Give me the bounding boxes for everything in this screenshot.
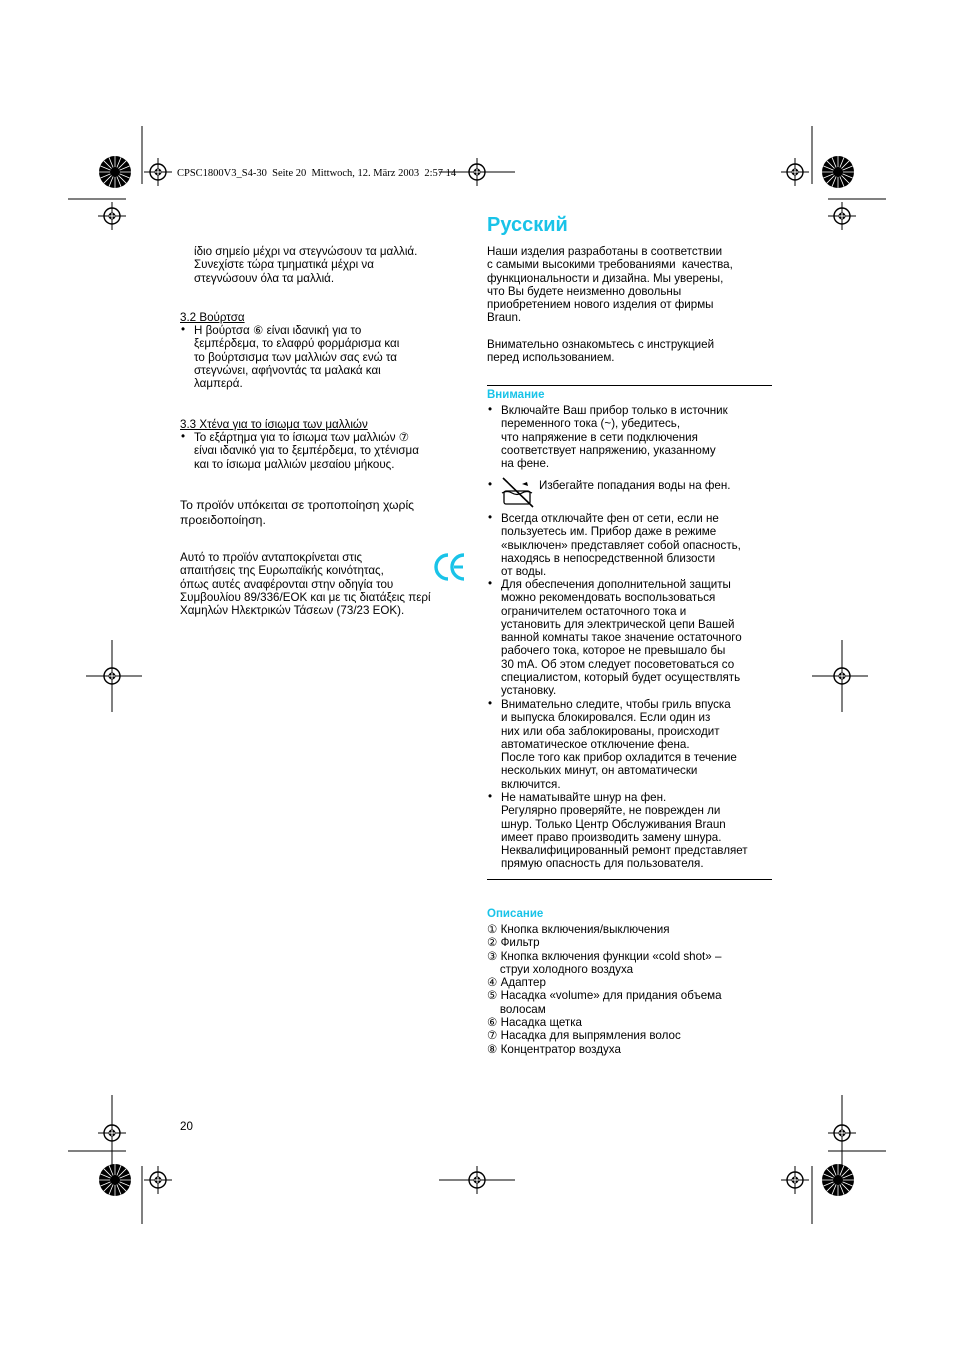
warning-item: Для обеспечения дополнительной защиты можно рекомендовать воспользоваться ограничителем остаточного тока и установить для электрической цепи Вашей ванной комнаты такое значение остаточного рабочего тока, которое не превышало бы 30 mA. Об этом следует посоветоваться со специалистом, который будет осуществлять установку. [501, 578, 742, 698]
russian-read-notice: Внимательно ознакомьтесь с инструкцией перед использованием. [487, 338, 715, 365]
description-list: ① Кнопка включения/выключения ② Фильтр ③ Кнопка включения функции «cold shot» – струи холодного воздуха ④ Адаптер ⑤ Насадка «volume» для придания объема волосам ⑥ Насадка щетка ⑦ Насадка для выпрямления волос ⑧ Концентратор воздуха [487, 923, 722, 1056]
description-heading: Описание [487, 908, 544, 920]
warning-bullet: • [488, 697, 493, 710]
warning-heading: Внимание [487, 389, 545, 401]
header-slug: CPSC1800V3_S4-30 Seite 20 Mittwoch, 12. März 2003 2:57 14 [177, 168, 457, 179]
greek-notice: Το προϊόν υπόκειται σε τροποποίηση χωρίς προειδοποίηση. [180, 498, 415, 527]
greek-intro: ίδιο σημείο μέχρι να στεγνώσουν τα μαλλιά. Συνεχίστε τώρα τμηματικά μέχρι να στεγνώσουν όλα τα μαλλιά. [194, 245, 418, 285]
greek-comb-text: Το εξάρτημα για το ίσιωμα των μαλλιών ⑦ είναι ιδανικό για το ξεμπέρδεμα, το χτένισμα και το ίσιωμα μαλλιών μεσαίου μήκους. [194, 431, 419, 471]
greek-comb-bullet: • [181, 430, 186, 443]
warning-bullet: • [488, 478, 493, 491]
greek-comb-heading: 3.3 Χτένα για το ίσιωμα των μαλλιών [180, 418, 368, 431]
greek-brush-heading: 3.2 Βούρτσα [180, 311, 245, 324]
greek-brush-bullet: • [181, 323, 186, 336]
warning-bullet: • [488, 577, 493, 590]
divider-top [487, 385, 772, 386]
warning-item: Всегда отключайте фен от сети, если не пользуетесь им. Прибор даже в режиме «выключен» представляет собой опасность, находясь в непосредственной близости от воды. [501, 512, 741, 579]
warning-item: Избегайте попадания воды на фен. [539, 479, 731, 492]
divider-bottom [487, 879, 772, 880]
greek-ce-text: Αυτό το προϊόν ανταποκρίνεται στις απαιτήσεις της Ευρωπαϊκής κοινότητας, όπως αυτές αναφέρονται στην οδηγία του Συμβουλίου 89/336/ΕΟΚ και με τις διατάξεις περί Χαμηλών Ηλεκτρικών Τάσεων (73/23 ΕΟΚ). [180, 551, 431, 618]
warning-item: Включайте Ваш прибор только в источник переменного тока (~), убедитесь, что напряжение в сети подключения соответствует напряжению, указанному на фене. [501, 404, 728, 471]
warning-item: Не наматывайте шнур на фен. Регулярно проверяйте, не поврежден ли шнур. Только Центр Обслуживания Braun имеет право производить замену шнура. Неквалифицированный ремонт представляет прямую опасность для пользователя. [501, 791, 748, 871]
russian-intro: Наши изделия разработаны в соответствии с самыми высокими требованиями качества, функциональности и дизайна. Мы уверены, что Вы будете неизменно довольны приобретением нового изделия от фирмы Braun. [487, 245, 733, 325]
warning-bullet: • [488, 511, 493, 524]
warning-item: Внимательно следите, чтобы гриль впуска и выпуска блокировался. Если один из них или оба заблокированы, происходит автоматическое отключение фена. После того как прибор охладится в течение нескольких минут, он автоматически включится. [501, 698, 737, 791]
no-water-icon [500, 475, 536, 509]
greek-brush-text: Η βούρτσα ⑥ είναι ιδανική για το ξεμπέρδεμα, το ελαφρύ φορμάρισμα και το βούρτσισμα των μαλλιών σας ενώ τα στεγνώνει, αφήνοντάς τα μαλακά και λαμπερά. [194, 324, 400, 391]
warning-bullet: • [488, 790, 493, 803]
ce-mark-logo [433, 551, 467, 583]
warning-bullet: • [488, 403, 493, 416]
section-title: Русский [487, 214, 568, 236]
page-number: 20 [180, 1120, 193, 1133]
